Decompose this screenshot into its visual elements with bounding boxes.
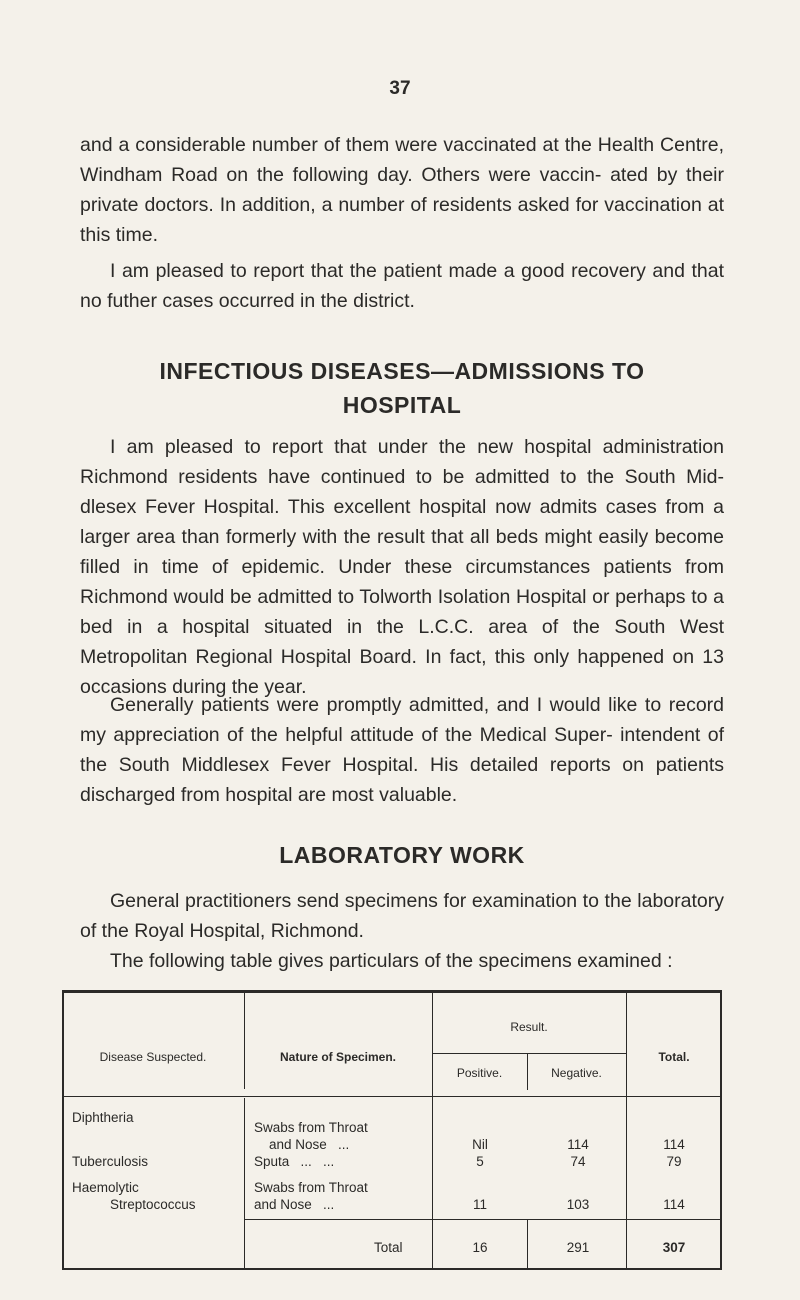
row-total: 79 bbox=[666, 1154, 682, 1169]
paragraph-admissions: I am pleased to report that under the new hospital administration Richmond residents have continued to be admitted to the South Mid- dlesex Fever Hospital. This excellent hospital now admits cases from a larger area than formerly with the result that all beds might easily become filled in time of epidemic. Under these circumstances patients from Richmond would be admitted to Tolworth Isolation Hospital or perhaps to a bed in a hospital situated in the L.C.C. area of the South West Metropolitan Regional Hospital Board. In fact, this only happened on 13 occasions during the year. bbox=[80, 436, 724, 698]
header-total: Total. bbox=[658, 1050, 690, 1064]
header-bottom-rule bbox=[62, 1096, 722, 1097]
row-negative: 74 bbox=[570, 1154, 586, 1169]
row-positive: 11 bbox=[472, 1197, 487, 1212]
column-divider bbox=[432, 993, 433, 1268]
row-nature-continued: and Nose ... bbox=[254, 1197, 335, 1212]
totals-rule bbox=[244, 1219, 722, 1220]
column-divider bbox=[244, 1098, 245, 1268]
column-divider bbox=[527, 1220, 528, 1268]
row-positive: 5 bbox=[476, 1154, 484, 1169]
paragraph-laboratory: General practitioners send specimens for examination to the laboratory of the Royal Hospital, Richmond. bbox=[80, 890, 724, 942]
table-left-rule bbox=[62, 990, 64, 1270]
row-positive: Nil bbox=[472, 1137, 488, 1152]
section-heading-infectious-diseases bbox=[80, 354, 724, 422]
table-bottom-rule bbox=[62, 1268, 722, 1270]
result-subheader-rule bbox=[432, 1053, 626, 1054]
column-divider bbox=[626, 993, 627, 1268]
header-nature-of-specimen: Nature of Specimen. bbox=[279, 1050, 397, 1064]
table-top-rule bbox=[62, 990, 722, 993]
header-positive: Positive. bbox=[456, 1066, 503, 1080]
paragraph-recovery: I am pleased to report that the patient made a good recovery and that no futher cases occurred in the district. bbox=[80, 260, 724, 312]
row-negative: 103 bbox=[566, 1197, 590, 1212]
header-disease-suspected: Disease Suspected. bbox=[99, 1050, 207, 1064]
row-disease: Diphtheria bbox=[72, 1110, 134, 1125]
paragraph-table-intro: The following table gives particulars of the specimens examined : bbox=[110, 950, 673, 972]
row-nature: Sputa ... ... bbox=[254, 1154, 335, 1169]
heading-line: HOSPITAL bbox=[342, 392, 462, 418]
row-disease-continued: Streptococcus bbox=[110, 1197, 196, 1212]
row-negative: 114 bbox=[567, 1137, 589, 1152]
row-disease: Tuberculosis bbox=[72, 1154, 149, 1169]
row-total: 114 bbox=[663, 1197, 685, 1212]
header-result: Result. bbox=[510, 1020, 548, 1034]
row-disease: Haemolytic bbox=[72, 1180, 139, 1195]
totals-total: 307 bbox=[662, 1240, 686, 1255]
paragraph-appreciation: Generally patients were promptly admitted, and I would like to record my appreciation of the helpful attitude of the Medical Super- intendent of the South Middlesex Fever Hospital. His detailed reports on patients discharged from hospital are most valuable. bbox=[80, 694, 724, 806]
page-number: 37 bbox=[389, 78, 411, 99]
totals-label: Total bbox=[374, 1240, 403, 1255]
totals-negative: 291 bbox=[566, 1240, 590, 1255]
section-heading-laboratory-work: LABORATORY WORK bbox=[279, 842, 525, 868]
row-nature: Swabs from Throat bbox=[254, 1120, 368, 1135]
totals-positive: 16 bbox=[472, 1240, 488, 1255]
row-nature-continued: and Nose ... bbox=[269, 1137, 350, 1152]
specimens-table bbox=[62, 990, 722, 1270]
heading-line: INFECTIOUS DISEASES—ADMISSIONS TO bbox=[159, 358, 645, 384]
paragraph-vaccination: and a considerable number of them were vaccinated at the Health Centre, Windham Road on the following day. Others were vaccin- ated by their private doctors. In addition, a number of residents asked for vaccination at this time. bbox=[80, 134, 724, 246]
header-negative: Negative. bbox=[551, 1066, 602, 1080]
row-total: 114 bbox=[663, 1137, 685, 1152]
column-divider bbox=[244, 993, 245, 1089]
row-nature: Swabs from Throat bbox=[254, 1180, 368, 1195]
table-right-rule bbox=[720, 990, 722, 1270]
